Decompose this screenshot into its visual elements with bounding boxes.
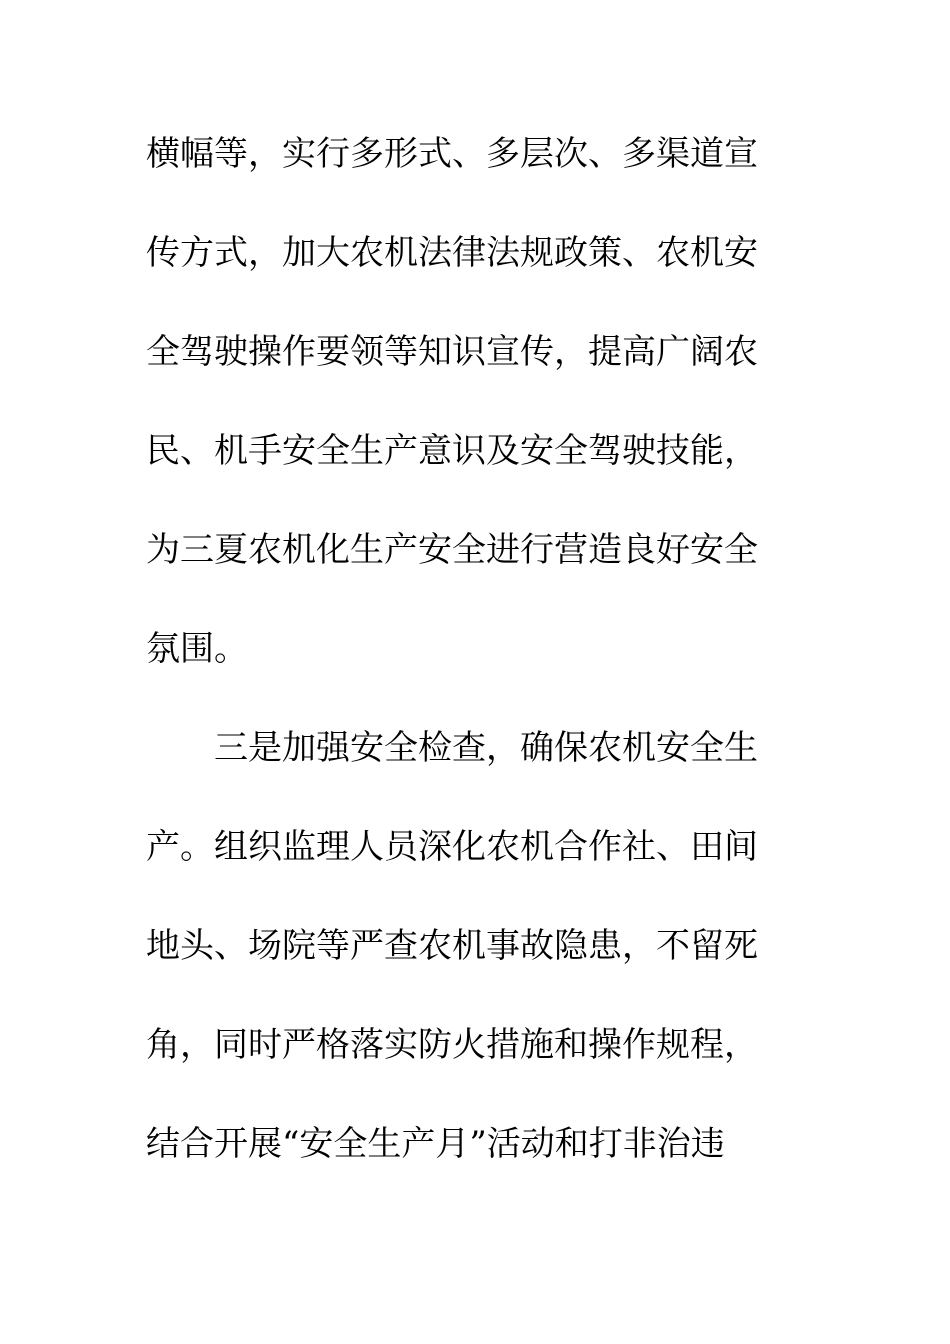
text-line: 民、机手安全生产意识及安全驾驶技能， <box>146 431 758 471</box>
text-line: 氛围。 <box>146 629 248 669</box>
text-line: 结合开展“安全生产月”活动和打非治违 <box>146 1124 725 1164</box>
text-line: 为三夏农机化生产安全进行营造良好安全 <box>146 530 758 570</box>
text-line: 横幅等，实行多形式、多层次、多渠道宣 <box>146 134 758 174</box>
text-line: 全驾驶操作要领等知识宣传，提高广阔农 <box>146 332 758 372</box>
text-line: 产。组织监理人员深化农机合作社、田间 <box>146 827 758 867</box>
text-line: 传方式，加大农机法律法规政策、农机安 <box>146 233 758 273</box>
text-line: 角，同时严格落实防火措施和操作规程， <box>146 1025 758 1065</box>
text-line: 地头、场院等严查农机事故隐患，不留死 <box>146 926 758 966</box>
body-text <box>146 126 786 1215</box>
paragraph-start-line: 三是加强安全检查，确保农机安全生 <box>214 728 758 768</box>
